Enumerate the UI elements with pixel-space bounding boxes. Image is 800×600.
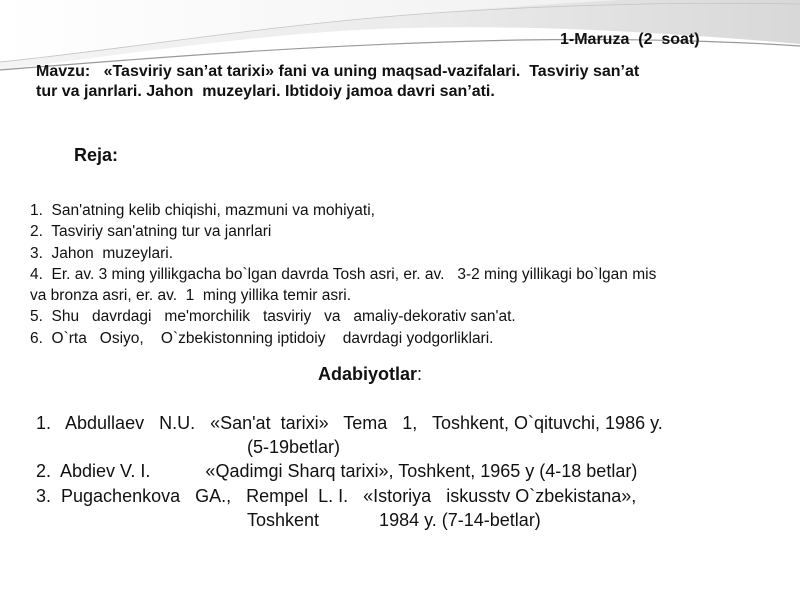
references-heading-colon: :: [417, 364, 423, 384]
plan-item: 3. Jahon muzeylari.: [30, 244, 174, 262]
plan-item: 1. San'atning kelib chiqishi, mazmuni va mohiyati,: [30, 202, 375, 219]
plan-item-continuation: va bronza asri, er. av. 1 ming yillika temir asri.: [30, 287, 352, 305]
topic-text-line1: «Tasviriy san’at tarixi» fani va uning maqsad-vazifalari. Tasviriy san’at: [90, 63, 640, 80]
reference-item: 1. Abdullaev N.U. «San'at tarixi» Tema 1, Toshkent, O`qituvchi, 1986 y.: [36, 413, 663, 433]
plan-item: 4. Er. av. 3 ming yillikgacha bo`lgan davrda Tosh asri, er. av. 3-2 ming yillikagi bo`lgan mis: [30, 265, 657, 283]
topic-label: Mavzu:: [36, 63, 91, 80]
references-list: [36, 411, 776, 532]
topic-text-line2: tur va janrlari. Jahon muzeylari. Ibtidoiy jamoa davri san’ati.: [36, 83, 495, 100]
plan-list: [30, 200, 770, 349]
plan-item: 2. Tasviriy san'atning tur va janrlari: [30, 223, 272, 241]
plan-item: 6. O`rta Osiyo, O`zbekistonning iptidoiy davrdagi yodgorliklari.: [30, 329, 494, 347]
reference-item-continuation: Toshkent 1984 y. (7-14-betlar): [247, 509, 541, 530]
lecture-number: 1-Maruza (2 soat): [560, 31, 700, 48]
reference-item: 3. Pugachenkova GA., Rempel L. I. «Istoriya iskusstv O`zbekistana»,: [36, 485, 637, 506]
plan-item: 5. Shu davrdagi me'morchilik tasviriy va amaliy-dekorativ san'at.: [30, 308, 516, 326]
reference-item-continuation: (5-19betlar): [247, 437, 341, 458]
references-heading-text: Adabiyotlar: [318, 364, 418, 384]
references-heading: [318, 364, 422, 385]
plan-heading: Reja:: [74, 145, 119, 165]
reference-item: 2. Abdiev V. I. «Qadimgi Sharq tarixi», Toshkent, 1965 y (4-18 betlar): [36, 461, 638, 482]
topic-block: [36, 62, 736, 102]
